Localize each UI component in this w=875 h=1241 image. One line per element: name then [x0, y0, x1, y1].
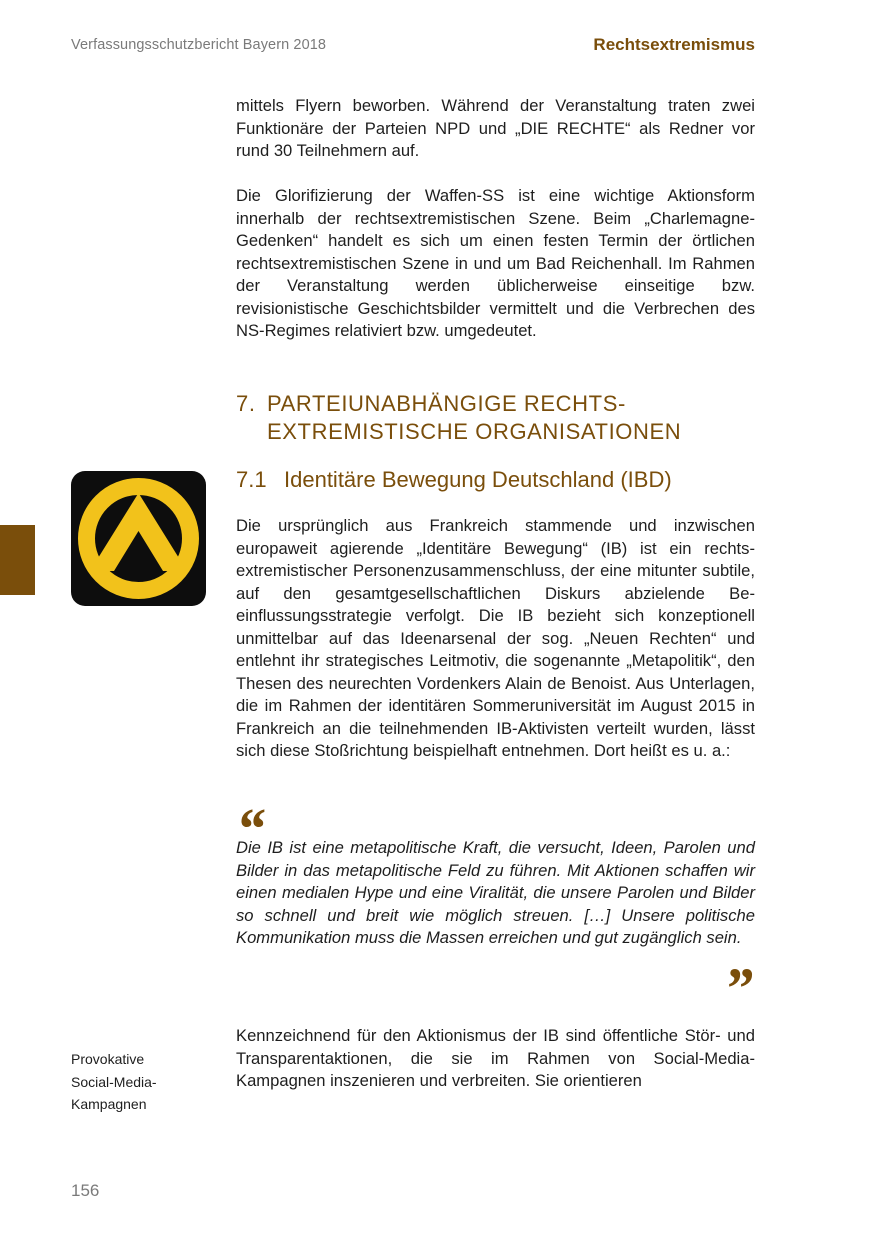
chapter-title: Rechtsextremismus — [593, 35, 755, 54]
section-number: 7. — [236, 391, 256, 416]
paragraph-ib-intro — [236, 515, 755, 763]
paragraph-aktionismus — [236, 1025, 755, 1093]
quote-open-mark: “ — [236, 796, 265, 861]
subsection-number: 7.1 — [236, 467, 267, 492]
paragraph-text: Die ursprünglich aus Frankreich stammende und inzwischen europaweit agierende „Identitäre Bewegung“ (IB) ist ein rechtsextremistischer Personenzusammenschluss, der eine mitunter subtile, auf den gesamtgesellschaftlichen Diskurs abzielende Beeinflussungsstrategie verfolgt. Die IB bezieht sich konzeptionell unmittelbar auf das Ideenarsenal der sog. „Neuen Rechten“ und entlehnt ihr strategisches Leitmotiv, die sogenannte „Metapolitik“, den Thesen des neurechten Vordenkers Alain de Benoist. Aus Unterlagen, die im Rahmen der identitären Sommeruniversität im August 2015 in Frankreich an die teilnehmenden IB-Aktivisten verteilt wurden, lässt sich diese Stoßrichtung beispielhaft entnehmen. Dort heißt es u. a.: — [236, 516, 755, 760]
quote-close-mark: ” — [724, 956, 753, 1021]
margin-note-line: Kampagnen — [71, 1096, 147, 1112]
page-number: 156 — [71, 1181, 100, 1200]
chapter-tab-marker — [0, 525, 35, 595]
margin-note-line: Social-Media- — [71, 1073, 157, 1090]
section-title-line2: EXTREMISTISCHE ORGANISATIONEN — [267, 419, 682, 444]
paragraph-flyer — [236, 95, 755, 163]
identitaere-bewegung-lambda-logo — [71, 471, 206, 606]
subsection-title: Identitäre Bewegung Deutschland (IBD) — [284, 467, 672, 492]
section-title-line1: PARTEIUNABHÄNGIGE RECHTS- — [267, 391, 626, 416]
quote-text: Die IB ist eine metapolitische Kraft, die versucht, Ideen, Parolen und Bilder in das metapolitische Feld zu führen. Mit Aktionen schaffen wir einen medialen Hype und eine Viralität, die unsere Parolen und Bilder so schnell und breit wie möglich streuen. […] Unsere politische Kommunikation muss die Massen erreichen und gut zugänglich sein. — [236, 838, 755, 947]
paragraph-text: Die Glorifizierung der Waffen-SS ist eine wichtige Aktionsform innerhalb der rechtsextremistischen Szene. Beim „Charlemagne-Gedenken“ handelt es sich um einen festen Termin der örtlichen rechtsextremistischen Szene in und um Bad Reichenhall. Im Rahmen der Veranstaltung werden üblicherweise einseitige bzw. revisionistische Geschichtsbilder vermittelt und die Verbrechen des NS-Regimes relativiert bzw. umgedeutet. — [236, 186, 755, 340]
paragraph-text: mittels Flyern beworben. Während der Veranstaltung traten zwei Funktionäre der Parteien NPD und „DIE RECHTE“ als Redner vor rund 30 Teilnehmern auf. — [236, 96, 755, 160]
paragraph-waffen-ss — [236, 185, 755, 343]
paragraph-text: Kennzeichnend für den Aktionismus der IB sind öffentliche Stör- und Transparentaktionen, die sie im Rahmen von Social-Media-Kampagnen inszenieren und verbreiten. Sie orientieren — [236, 1026, 755, 1090]
margin-note-line: Provokative — [71, 1051, 145, 1067]
margin-note — [71, 1048, 157, 1116]
section-heading — [236, 390, 755, 446]
running-title: Verfassungsschutzbericht Bayern 2018 — [71, 37, 327, 53]
subsection-heading — [236, 466, 755, 494]
blockquote — [236, 837, 755, 950]
